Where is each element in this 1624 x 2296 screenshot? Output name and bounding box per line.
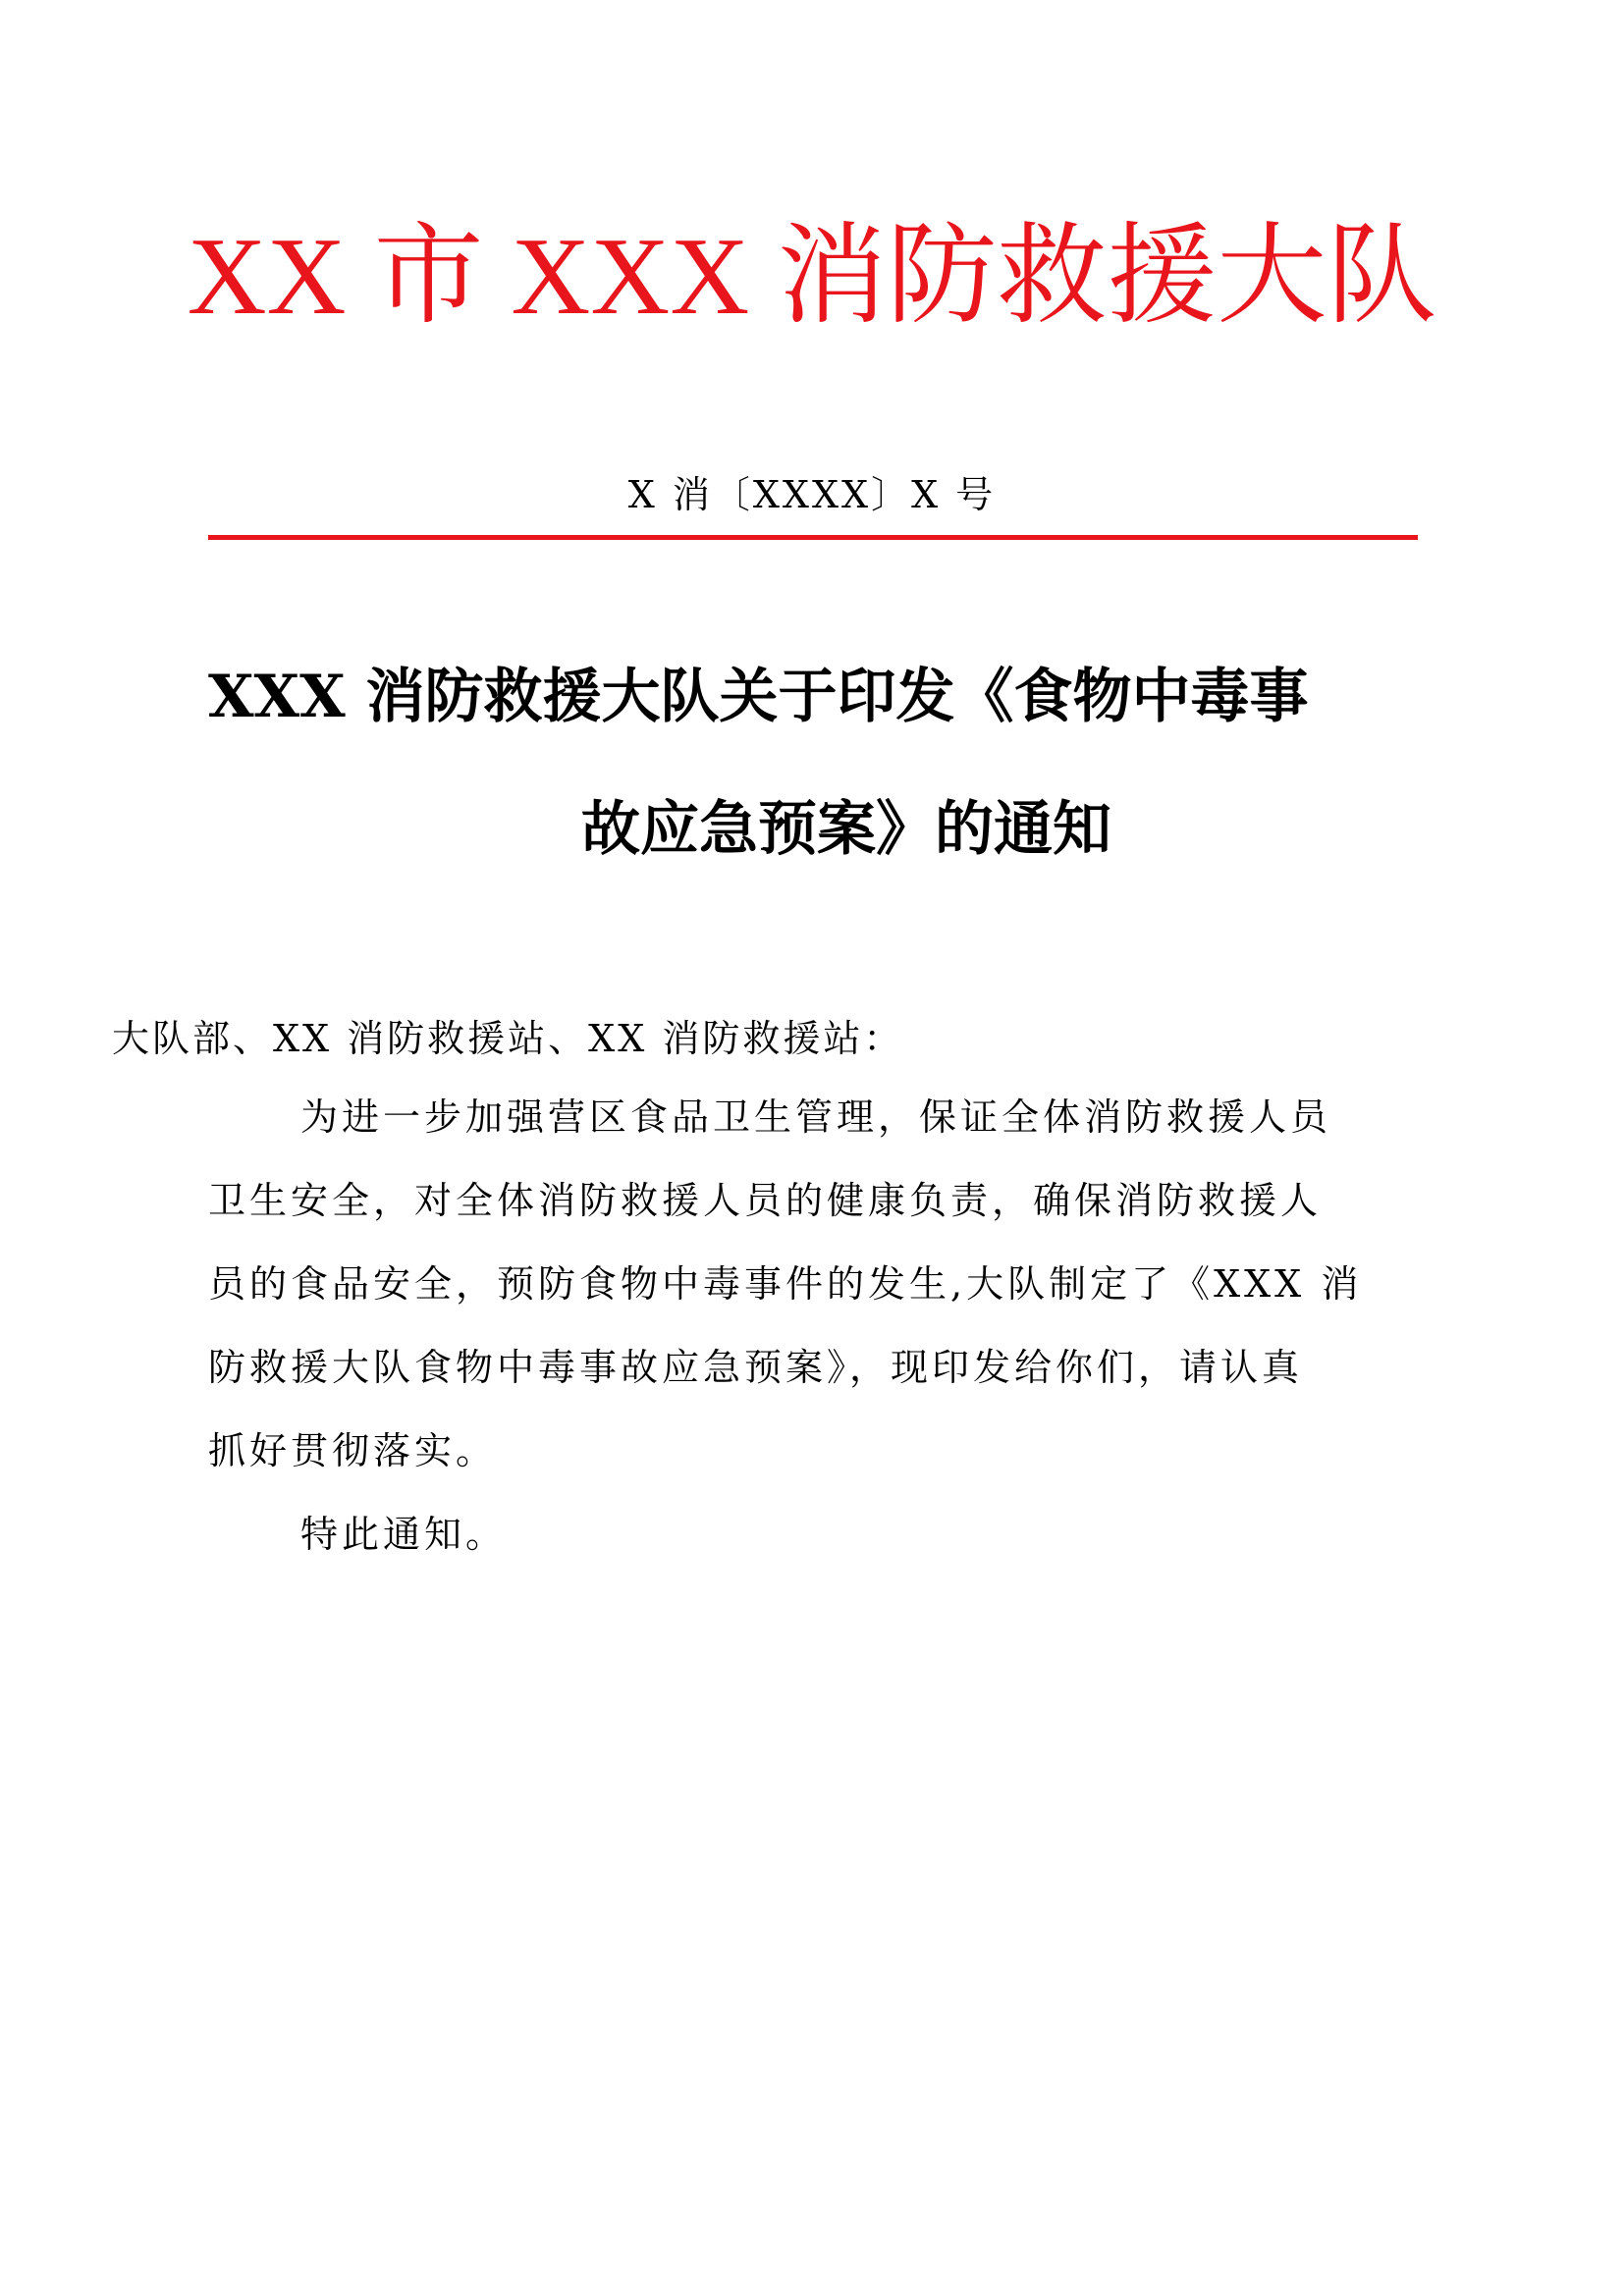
salutation: 大队部、XX 消防救援站、XX 消防救援站： bbox=[112, 1017, 904, 1060]
document-title-line-2: 故应急预案》的通知 bbox=[581, 795, 1111, 864]
closing-line: 特此通知。 bbox=[300, 1513, 508, 1556]
body-paragraph-line: 防救援大队食物中毒事故应急预案》，现印发给你们，请认真 bbox=[208, 1346, 1304, 1389]
body-paragraph-line: 员的食品安全，预防食物中毒事件的发生,大队制定了《XXX 消 bbox=[208, 1262, 1363, 1306]
red-divider-line bbox=[208, 535, 1418, 540]
body-paragraph-line: 抓好贯彻落实。 bbox=[208, 1429, 498, 1472]
document-title-line-1: XXX 消防救援大队关于印发《食物中毒事 bbox=[208, 663, 1309, 731]
body-paragraph-line: 卫生安全，对全体消防救援人员的健康负责，确保消防救援人 bbox=[208, 1179, 1323, 1222]
document-number: X 消〔XXXX〕X 号 bbox=[627, 473, 997, 516]
body-paragraph-line: 为进一步加强营区食品卫生管理，保证全体消防救援人员 bbox=[300, 1095, 1332, 1139]
organization-header: XX 市 XXX 消防救援大队 bbox=[187, 216, 1437, 338]
